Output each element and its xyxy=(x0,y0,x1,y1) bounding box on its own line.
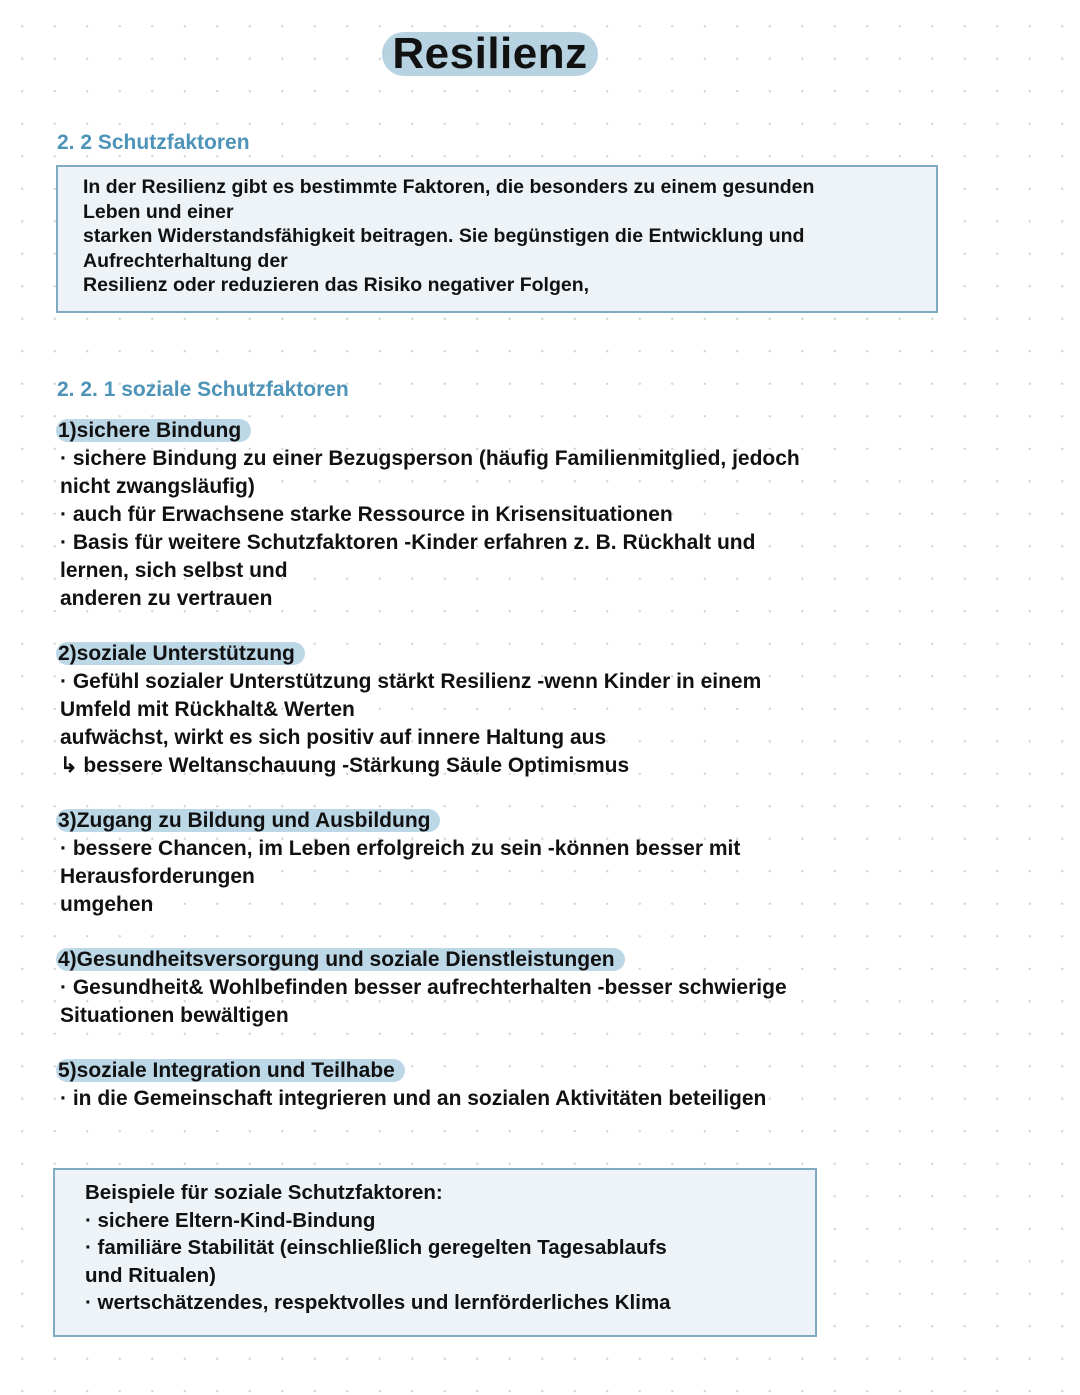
factor-line: · sichere Bindung zu einer Bezugsperson (häufig Familienmitglied, jedoch xyxy=(60,447,800,470)
intro-line: In der Resilienz gibt es bestimmte Faktoren, die besonders zu einem gesunden xyxy=(83,176,815,198)
factor-line: · Basis für weitere Schutzfaktoren -Kinder erfahren z. B. Rückhalt und xyxy=(60,531,756,554)
intro-line: Leben und einer xyxy=(83,200,234,223)
factor-1 xyxy=(60,417,800,613)
factor-4 xyxy=(60,946,787,1030)
factor-line: · Gesundheit& Wohlbefinden besser aufrechterhalten -besser schwierige xyxy=(60,976,787,999)
heading-schutzfaktoren: 2. 2 Schutzfaktoren xyxy=(57,131,250,154)
factor-line: · Gefühl sozialer Unterstützung stärkt Resilienz -wenn Kinder in einem xyxy=(60,670,762,693)
factor-line: anderen zu vertrauen xyxy=(60,587,273,610)
factor-line: umgehen xyxy=(60,893,154,916)
factor-heading: 3)Zugang zu Bildung und Ausbildung xyxy=(56,809,440,832)
factor-heading: 2)soziale Unterstützung xyxy=(56,642,305,665)
intro-line: starken Widerstandsfähigkeit beitragen. Sie begünstigen die Entwicklung und xyxy=(83,225,805,248)
factor-2 xyxy=(60,640,761,780)
factor-heading: 1)sichere Bindung xyxy=(56,419,251,442)
factor-3 xyxy=(60,807,740,919)
examples-heading: Beispiele für soziale Schutzfaktoren: xyxy=(85,1181,443,1204)
example-line: · familiäre Stabilität (einschließlich geregelten Tagesablaufs xyxy=(85,1236,667,1259)
examples-box xyxy=(53,1168,817,1337)
page-title-wrap xyxy=(0,29,980,78)
factor-line: ↳ bessere Weltanschauung -Stärkung Säule Optimismus xyxy=(60,754,630,777)
intro-line: Resilienz oder reduzieren das Risiko negativer Folgen, xyxy=(83,274,590,297)
factor-line: · in die Gemeinschaft integrieren und an sozialen Aktivitäten beteiligen xyxy=(60,1087,767,1110)
factor-line: Situationen bewältigen xyxy=(60,1004,289,1027)
example-line: · wertschätzendes, respektvolles und lernförderliches Klima xyxy=(85,1291,671,1314)
example-line: · sichere Eltern-Kind-Bindung xyxy=(85,1208,376,1232)
intro-box xyxy=(56,165,938,313)
heading-soziale-schutzfaktoren: 2. 2. 1 soziale Schutzfaktoren xyxy=(57,378,349,401)
factor-line: · auch für Erwachsene starke Ressource in Krisensituationen xyxy=(60,503,673,526)
factor-line: aufwächst, wirkt es sich positiv auf innere Haltung aus xyxy=(60,726,607,749)
factor-line: Umfeld mit Rückhalt& Werten xyxy=(60,698,355,721)
factor-line: Herausforderungen xyxy=(60,865,255,888)
example-line: und Ritualen) xyxy=(85,1263,216,1287)
factor-line: lernen, sich selbst und xyxy=(60,559,288,582)
factor-heading: 5)soziale Integration und Teilhabe xyxy=(56,1059,405,1082)
page-title: Resilienz xyxy=(382,32,597,76)
factor-line: nicht zwangsläufig) xyxy=(60,475,255,498)
intro-line: Aufrechterhaltung der xyxy=(83,249,288,272)
factor-heading: 4)Gesundheitsversorgung und soziale Dienstleistungen xyxy=(56,948,625,971)
factor-5 xyxy=(60,1057,766,1113)
factor-line: · bessere Chancen, im Leben erfolgreich zu sein -können besser mit xyxy=(60,837,741,860)
